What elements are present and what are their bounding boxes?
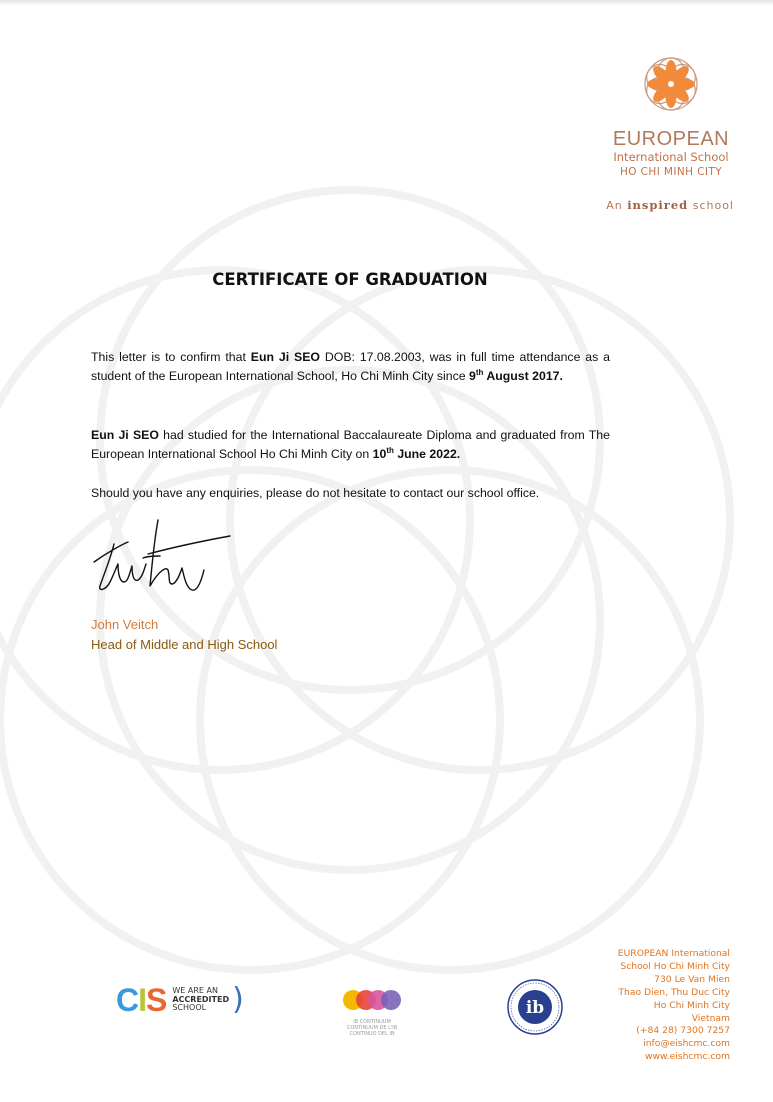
- para1-lead: This letter is to confirm that: [91, 350, 246, 364]
- logo-subtitle: International School: [613, 150, 729, 164]
- tagline-prefix: An: [606, 199, 623, 212]
- address-line3: 730 Le Van Mien: [654, 973, 730, 985]
- paragraph-confirmation: [91, 348, 610, 386]
- tagline-bold: inspired: [627, 198, 689, 212]
- ib-world-school-seal: [506, 978, 564, 1036]
- logo-city: HO CHI MINH CITY: [619, 166, 723, 178]
- signature-image: [88, 512, 238, 608]
- signatory-block: [91, 615, 277, 655]
- address-line1: EUROPEAN International: [617, 948, 730, 959]
- ib-seal-center: ib: [525, 998, 545, 1018]
- para1-body: DOB: 17.08.2003, was in full time attendance as a student of the European International School, Ho Chi Minh City since: [91, 350, 610, 383]
- address-line5: Ho Chi Minh City: [653, 999, 730, 1011]
- tagline-suffix: school: [692, 199, 734, 212]
- cis-mark-c: C: [116, 982, 139, 1018]
- address-line6: Vietnam: [691, 1012, 730, 1024]
- address-line4: Thao Dien, Thu Duc City: [618, 986, 730, 998]
- paragraph-enquiries: Should you have any enquiries, please do not hesitate to contact our school office.: [91, 486, 540, 500]
- signatory-name: John Veitch: [91, 617, 159, 632]
- flower-logo-icon: [631, 44, 711, 124]
- cis-line3: SCHOOL: [172, 1003, 207, 1013]
- cis-bracket: ): [232, 982, 244, 1017]
- grad-day: 10: [372, 447, 387, 461]
- ib-continuum-icon: [340, 988, 404, 1012]
- address-phone: (+84 28) 7300 7257: [636, 1025, 730, 1037]
- start-day-suffix: th: [475, 367, 484, 377]
- address-email[interactable]: info@eishcmc.com: [643, 1038, 730, 1050]
- graduation-date: [373, 447, 461, 461]
- start-month-year: August 2017.: [486, 369, 563, 383]
- school-address: [600, 948, 730, 1064]
- cis-mark: [116, 984, 166, 1016]
- paragraph-graduation: [91, 426, 610, 464]
- school-logo: [596, 44, 746, 180]
- student-name: Eun Ji SEO: [250, 350, 320, 364]
- cis-accreditation-logo: [116, 984, 244, 1016]
- grad-month-year: June 2022.: [397, 447, 461, 461]
- start-date: [469, 369, 563, 383]
- grad-day-suffix: th: [386, 445, 394, 455]
- logo-name: EUROPEAN: [612, 128, 730, 150]
- start-day: 9: [469, 369, 476, 383]
- address-website[interactable]: www.eishcmc.com: [644, 1051, 730, 1063]
- ib-continuum-line3: CONTINUO DEL IB: [349, 1031, 395, 1037]
- certificate-title: CERTIFICATE OF GRADUATION: [212, 270, 488, 289]
- student-name-2: Eun Ji SEO: [91, 428, 159, 442]
- cis-line1: WE ARE AN: [172, 986, 218, 996]
- cis-text: [172, 987, 229, 1013]
- ib-continuum-line1: IB CONTINUUM: [353, 1019, 391, 1025]
- cis-line2: ACCREDITED: [172, 994, 230, 1004]
- logo-tagline: [596, 198, 734, 212]
- ib-continuum-logo: [338, 988, 406, 1037]
- cis-mark-i: I: [138, 982, 146, 1018]
- para2-body: had studied for the International Baccalaureate Diploma and graduated from The European International School Ho Chi Minh City on: [91, 428, 610, 461]
- address-line2: School Ho Chi Minh City: [620, 960, 730, 972]
- signatory-role: Head of Middle and High School: [91, 637, 278, 652]
- ib-continuum-text: [338, 1019, 406, 1037]
- cis-mark-s: S: [146, 982, 167, 1018]
- ib-continuum-line2: CONTINUUM DE L'IB: [346, 1025, 398, 1031]
